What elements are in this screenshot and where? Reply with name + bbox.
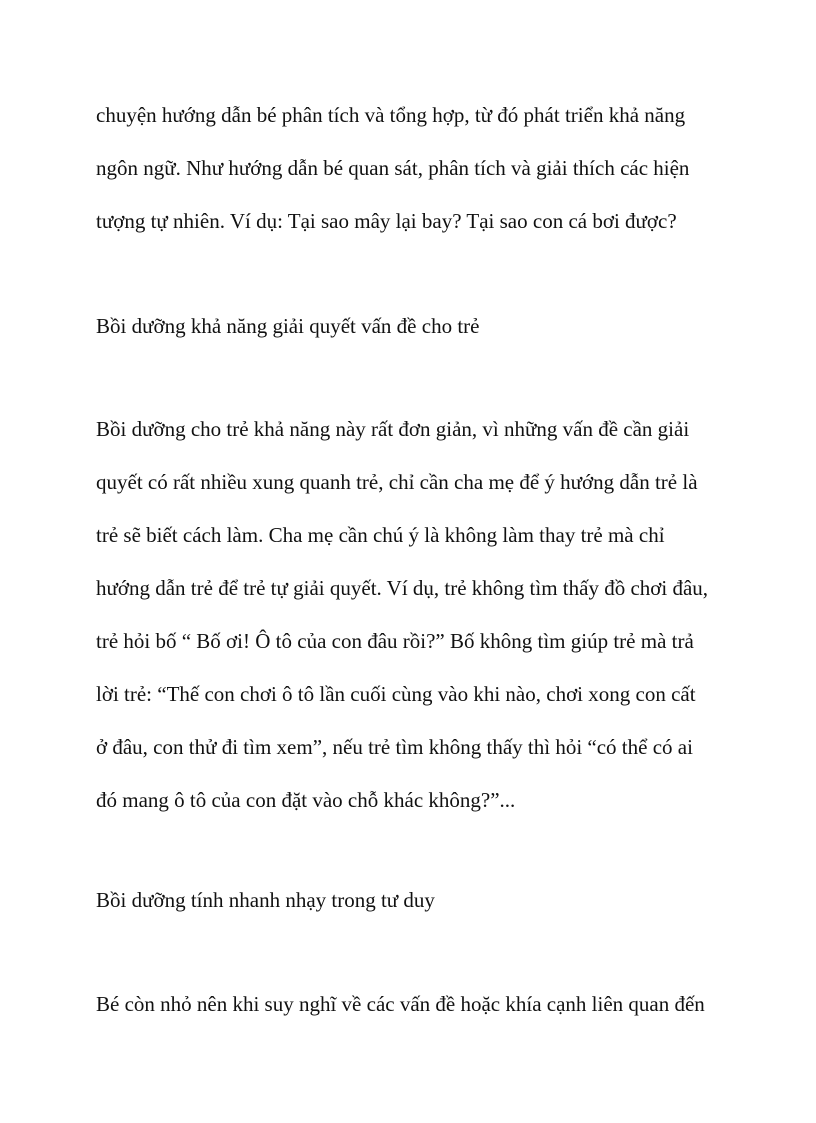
paragraph-1-line-2: ngôn ngữ. Như hướng dẫn bé quan sát, phân tích và giải thích các hiện xyxy=(96,156,690,180)
section-heading-quick-thinking: Bồi dưỡng tính nhanh nhạy trong tư duy xyxy=(96,888,435,912)
paragraph-2-line-4: hướng dẫn trẻ để trẻ tự giải quyết. Ví dụ, trẻ không tìm thấy đồ chơi đâu, xyxy=(96,576,709,600)
paragraph-2-line-5: trẻ hỏi bố “ Bố ơi! Ô tô của con đâu rồi?” Bố không tìm giúp trẻ mà trả xyxy=(96,629,694,653)
paragraph-3-line-1: Bé còn nhỏ nên khi suy nghĩ về các vấn đề hoặc khía cạnh liên quan đến xyxy=(96,992,705,1016)
paragraph-2-line-7: ở đâu, con thử đi tìm xem”, nếu trẻ tìm không thấy thì hỏi “có thể có ai xyxy=(96,735,693,759)
section-heading-problem-solving: Bồi dưỡng khả năng giải quyết vấn đề cho trẻ xyxy=(96,314,480,338)
paragraph-2-line-2: quyết có rất nhiều xung quanh trẻ, chỉ cần cha mẹ để ý hướng dẫn trẻ là xyxy=(96,470,698,494)
paragraph-1-line-1: chuyện hướng dẫn bé phân tích và tổng hợp, từ đó phát triển khả năng xyxy=(96,103,686,127)
paragraph-2-line-8: đó mang ô tô của con đặt vào chỗ khác không?”... xyxy=(96,788,516,812)
paragraph-2-line-3: trẻ sẽ biết cách làm. Cha mẹ cần chú ý là không làm thay trẻ mà chỉ xyxy=(96,523,665,547)
paragraph-2-line-1: Bồi dưỡng cho trẻ khả năng này rất đơn giản, vì những vấn đề cần giải xyxy=(96,417,690,441)
paragraph-2-line-6: lời trẻ: “Thế con chơi ô tô lần cuối cùng vào khi nào, chơi xong con cất xyxy=(96,682,696,706)
paragraph-1-line-3: tượng tự nhiên. Ví dụ: Tại sao mây lại bay? Tại sao con cá bơi được? xyxy=(96,209,677,233)
